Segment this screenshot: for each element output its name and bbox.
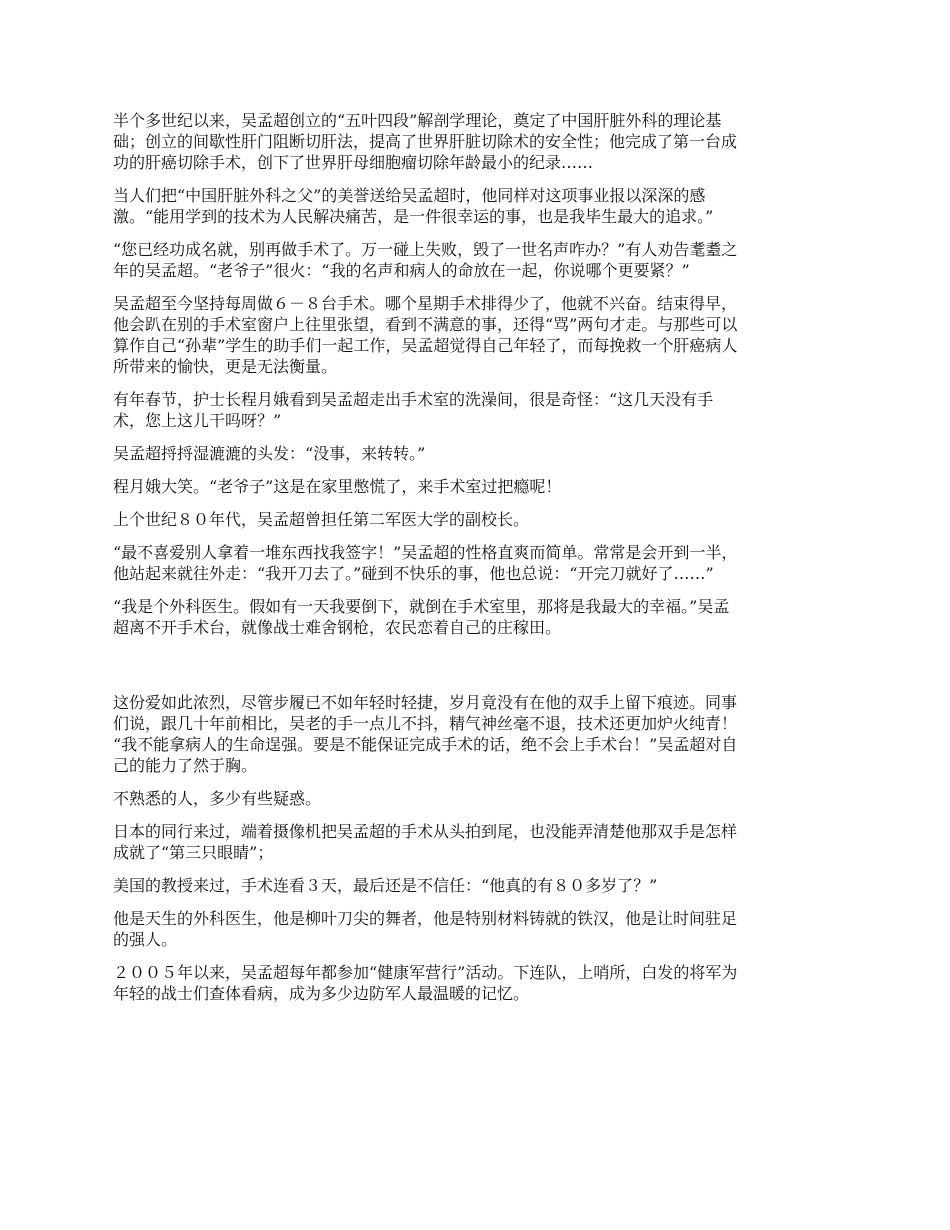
section-gap — [113, 650, 840, 692]
paragraph: 上个世纪８０年代，吴孟超曾担任第二军医大学的副校长。 — [113, 510, 530, 529]
paragraph: 美国的教授来过，手术连看３天，最后还是不信任：“他真的有８０多岁了？” — [113, 876, 658, 895]
paragraph: 半个多世纪以来，吴孟超创立的“五叶四段”解剖学理论，奠定了中国肝脏外科的理论基 础；创立的间歇性肝门阻断切肝法，提高了世界肝脏切除术的安全性；他完成了第一台成 功的肝癌切除手术，创下了世界肝母细胞瘤切除年龄最小的纪录…… — [113, 111, 738, 172]
paragraph: 日本的同行来过，端着摄像机把吴孟超的手术从头拍到尾，也没能弄清楚他那双手是怎样 成就了“第三只眼睛”； — [113, 822, 738, 862]
paragraph: 有年春节，护士长程月娥看到吴孟超走出手术室的洗澡间，很是奇怪：“这几天没有手 术，您上这儿干吗呀？” — [113, 390, 714, 430]
paragraph: 这份爱如此浓烈，尽管步履已不如年轻时轻捷，岁月竟没有在他的双手上留下痕迹。同事 们说，跟几十年前相比，吴老的手一点儿不抖，精气神丝毫不退，技术还更加炉火纯青！ “我不能拿病人的生命逞强。要是不能保证完成手术的话，绝不会上手术台！”吴孟超对自 己的能力了然于胸。 — [113, 693, 738, 775]
paragraph: 不熟悉的人，多少有些疑惑。 — [113, 789, 322, 808]
paragraph: 当人们把“中国肝脏外科之父”的美誉送给吴孟超时，他同样对这项事业报以深深的感 激。“能用学到的技术为人民解决痛苦，是一件很幸运的事，也是我毕生最大的追求。” — [113, 186, 714, 226]
paragraph: 吴孟超捋捋湿漉漉的头发：“没事，来转转。” — [113, 444, 426, 463]
paragraph: “我是个外科医生。假如有一天我要倒下，就倒在手术室里，那将是我最大的幸福。”吴孟 超离不开手术台，就像战士难舍钢枪，农民恋着自己的庄稼田。 — [113, 597, 730, 637]
paragraph: 吴孟超至今坚持每周做６－８台手术。哪个星期手术排得少了，他就不兴奋。结束得早， 他会趴在别的手术室窗户上往里张望，看到不满意的事，还得“骂”两句才走。与那些可以 算作自己“孙辈”学生的助手们一起工作，吴孟超觉得自己年轻了，而每挽救一个肝癌病人 所带来的愉快，更是无法衡量。 — [113, 294, 738, 376]
paragraph: “最不喜爱别人拿着一堆东西找我签字！”吴孟超的性格直爽而简单。常常是会开到一半， 他站起来就往外走：“我开刀去了。”碰到不快乐的事，他也总说：“开完刀就好了……” — [113, 543, 738, 583]
paragraph: “您已经功成名就，别再做手术了。万一碰上失败，毁了一世名声咋办？”有人劝告耄耋之 年的吴孟超。“老爷子”很火：“我的名声和病人的命放在一起，你说哪个更要紧？” — [113, 240, 738, 280]
paragraph: 程月娥大笑。“老爷子”这是在家里憋慌了，来手术室过把瘾呢！ — [113, 477, 562, 496]
document-page — [113, 110, 840, 1016]
paragraph: ２００５年以来，吴孟超每年都参加“健康军营行”活动。下连队，上哨所，白发的将军为 年轻的战士们查体看病，成为多少边防军人最温暖的记忆。 — [113, 963, 738, 1003]
paragraph: 他是天生的外科医生，他是柳叶刀尖的舞者，他是特别材料铸就的铁汉，他是让时间驻足 的强人。 — [113, 909, 738, 949]
